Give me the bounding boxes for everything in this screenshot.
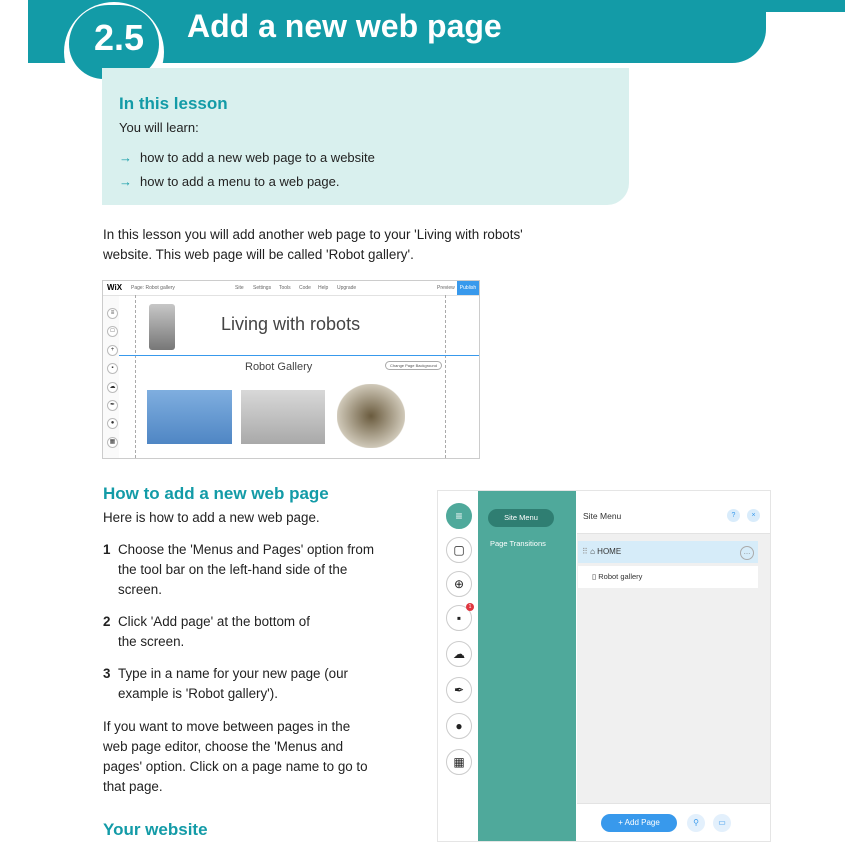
your-website-heading: Your website: [103, 820, 208, 839]
robot-face-image: [241, 390, 325, 444]
lesson-objectives-box: [102, 68, 629, 205]
page-title: Add a new web page: [187, 8, 502, 44]
home-icon: ⌂: [590, 547, 595, 556]
page-item-home[interactable]: ⠿ ⌂ HOME …: [578, 541, 758, 563]
drone-image: [147, 390, 232, 444]
menu-code[interactable]: Code: [299, 285, 311, 291]
site-menu-screenshot: [437, 490, 771, 842]
blog-icon[interactable]: ✒: [446, 677, 472, 703]
apps-icon[interactable]: ▪: [107, 363, 118, 374]
gallery-heading: Robot Gallery: [245, 361, 313, 373]
guide-line: [135, 295, 136, 458]
editor-toolbar: [103, 281, 479, 296]
site-menu-tab[interactable]: Site Menu: [488, 509, 554, 527]
background-icon[interactable]: □: [107, 326, 118, 337]
menu-settings[interactable]: Settings: [253, 285, 272, 291]
header-banner-extension: [766, 0, 845, 12]
page-selector[interactable]: Page: Robot gallery: [131, 285, 175, 291]
bookings-icon[interactable]: ▦: [107, 437, 118, 448]
lesson-number: 2.5: [93, 17, 145, 58]
step-2: 2 Click 'Add page' at the bottom of the screen.: [103, 614, 310, 649]
menu-left-toolbar: [438, 491, 479, 841]
lesson-bullet: → how to add a menu to a web page.: [119, 174, 340, 189]
folder-icon[interactable]: ▭: [713, 814, 731, 832]
guide-line: [445, 295, 446, 458]
lesson-subheading: You will learn:: [119, 120, 199, 135]
page-icon: ▯: [592, 572, 597, 581]
link-icon[interactable]: ⚲: [687, 814, 705, 832]
menu-help[interactable]: Help: [318, 285, 329, 291]
robot-image: [149, 304, 175, 350]
editor-left-toolbar: [103, 296, 119, 458]
drag-handle-icon[interactable]: ⠿: [582, 547, 588, 556]
add-icon[interactable]: +: [107, 345, 118, 356]
menu-site[interactable]: Site: [235, 285, 244, 291]
page-transitions-tab[interactable]: Page Transitions: [490, 539, 546, 548]
how-to-heading: How to add a new web page: [103, 484, 329, 503]
site-title: Living with robots: [221, 314, 361, 334]
blog-icon[interactable]: ✒: [107, 400, 118, 411]
help-icon[interactable]: ?: [727, 509, 740, 522]
change-background-button[interactable]: Change Page Background: [385, 361, 442, 370]
pages-panel-header: [577, 491, 770, 534]
upload-icon[interactable]: ☁: [107, 382, 118, 393]
notification-badge: 1: [466, 603, 474, 611]
step-3: 3 Type in a name for your new page (our example is 'Robot gallery').: [103, 666, 349, 701]
chat-icon[interactable]: ●: [446, 713, 472, 739]
intro-paragraph: In this lesson you will add another web page to your 'Living with robots' website. This web page will be called 'Robot gallery'.: [103, 227, 523, 262]
preview-button[interactable]: Preview: [437, 285, 455, 291]
menus-pages-icon[interactable]: ≡: [446, 503, 472, 529]
page-item-robot-gallery[interactable]: ▯ Robot gallery: [578, 566, 758, 588]
add-icon[interactable]: ⊕: [446, 571, 472, 597]
wix-logo: WiX: [107, 283, 123, 292]
more-options-icon[interactable]: …: [740, 546, 754, 560]
arrow-icon: →: [119, 174, 132, 189]
menu-category-panel: [478, 491, 576, 841]
arrow-icon: →: [119, 150, 132, 165]
how-to-intro: Here is how to add a new web page.: [103, 510, 320, 525]
apps-icon[interactable]: ▪: [446, 605, 472, 631]
menu-tools[interactable]: Tools: [279, 285, 291, 291]
rover-image: [337, 384, 405, 448]
add-page-button[interactable]: + Add Page: [601, 814, 677, 832]
pages-panel-footer: [577, 803, 770, 842]
lesson-bullet: → how to add a new web page to a website: [119, 150, 375, 165]
menu-upgrade[interactable]: Upgrade: [337, 285, 357, 291]
upload-icon[interactable]: ☁: [446, 641, 472, 667]
close-icon[interactable]: ×: [747, 509, 760, 522]
background-icon[interactable]: ▢: [446, 537, 472, 563]
publish-button[interactable]: Publish: [457, 281, 479, 295]
menus-pages-icon[interactable]: ≡: [107, 308, 118, 319]
navigation-note: If you want to move between pages in the web page editor, choose the 'Menus and pages' option. Click on a page name to go to that page.: [103, 719, 368, 794]
page-divider: [119, 355, 479, 356]
chat-icon[interactable]: ●: [107, 418, 118, 429]
panel-title: Site Menu: [583, 511, 622, 521]
step-1: 1 Choose the 'Menus and Pages' option from the tool bar on the left-hand side of the screen.: [103, 542, 374, 597]
wix-editor-screenshot: [102, 280, 480, 459]
bookings-icon[interactable]: ▦: [446, 749, 472, 775]
lesson-heading: In this lesson: [119, 94, 228, 113]
